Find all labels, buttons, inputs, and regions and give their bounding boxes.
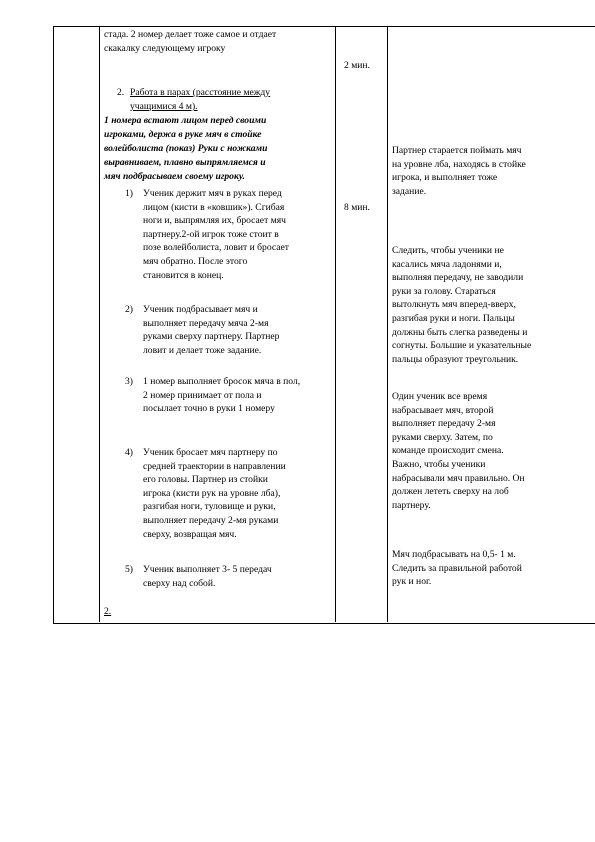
note-line: Важно, чтобы ученики — [392, 458, 486, 470]
item-line: мяч обратно. После этого — [143, 255, 248, 267]
item-line: сверху, возвращая мяч. — [143, 528, 237, 540]
note-line: задание. — [392, 185, 427, 197]
item-number: 2) — [125, 304, 133, 315]
section-title-line: учащимися 4 м). — [130, 101, 198, 112]
note-block — [392, 144, 526, 198]
intro-line: стада. 2 номер делает тоже самое и отдает — [104, 29, 277, 40]
time-2-min: 2 мин. — [344, 60, 370, 71]
item-number: 1) — [125, 188, 133, 199]
time-8-min: 8 мин. — [344, 202, 370, 213]
note-line: Следить за правильной работой — [392, 562, 522, 574]
item-line: посылает точно в руки 1 номеру — [143, 403, 275, 415]
note-line: игрока, и выполняет тоже — [392, 172, 498, 184]
note-line: партнеру. — [392, 499, 431, 511]
item-line: Ученик подбрасывает мяч и — [143, 304, 258, 315]
list-item — [143, 187, 289, 282]
list-item — [143, 563, 272, 590]
note-line: рук и ног. — [392, 576, 432, 588]
item-line: партнеру.2-ой игрок тоже стоит в — [143, 228, 279, 240]
note-line: должен лететь сверху на лоб — [392, 486, 509, 498]
section-desc-line: мяч подбрасываем своему игроку. — [104, 171, 245, 182]
item-line: игрока (кисти рук на уровне лба), — [143, 487, 281, 499]
note-block — [392, 548, 522, 589]
footer-section-number: 2. — [104, 606, 112, 617]
item-line: выполняет передачу 2-мя руками — [143, 514, 279, 526]
note-line: команде происходит смена. — [392, 445, 504, 457]
section-number: 2. — [117, 87, 125, 98]
item-line: выполняет передачу мяча 2-мя — [143, 317, 269, 329]
note-line: согнуты. Большие и указательные — [392, 340, 532, 352]
note-line: касались мяча ладонями и, — [392, 258, 502, 270]
item-line: Ученик держит мяч в руках перед — [143, 188, 282, 199]
item-line: средней траектории в направлении — [143, 460, 286, 472]
item-line: лицом (кисти в «ковшик»). Сгибая — [143, 201, 285, 213]
note-line: вытолкнуть мяч вперед-вверх, — [392, 299, 516, 311]
note-line: руки за голову. Стараться — [392, 285, 496, 297]
note-line: пальцы образуют треугольник. — [392, 353, 519, 365]
list-item — [143, 446, 286, 541]
note-line: на уровне лба, находясь в стойке — [392, 158, 526, 170]
note-line: Мяч подбрасывать на 0,5- 1 м. — [392, 549, 516, 560]
item-line: сверху над собой. — [143, 577, 216, 589]
item-line: ловит и делает тоже задание. — [143, 344, 262, 356]
note-line: должны быть слегка разведены и — [392, 326, 528, 338]
section-desc-line: волейболиста (показ) Руки с ножками — [104, 143, 268, 154]
note-line: Следить, чтобы ученики не — [392, 245, 504, 256]
column-divider — [387, 26, 388, 622]
section-desc-line: игроками, держа в руке мяч в стойке — [104, 129, 262, 140]
item-line: Ученик бросает мяч партнеру по — [143, 447, 278, 458]
list-item — [143, 303, 279, 357]
list-item — [143, 375, 300, 416]
note-line: Партнер старается поймать мяч — [392, 145, 522, 156]
item-line: разгибая ноги, туловище и руки, — [143, 501, 276, 513]
note-line: выполняя передачу, не заводили — [392, 272, 524, 284]
note-line: набрасывали мяч правильно. Он — [392, 472, 525, 484]
section-title-line: Работа в парах (расстояние между — [130, 87, 271, 98]
item-number: 3) — [125, 376, 133, 387]
note-line: руками сверху. Затем, по — [392, 431, 493, 443]
item-line: его головы. Партнер из стойки — [143, 474, 268, 486]
item-line: позе волейболиста, ловит и бросает — [143, 242, 289, 254]
column-divider — [335, 26, 336, 622]
item-line: Ученик выполняет 3- 5 передач — [143, 564, 272, 575]
column-divider — [99, 26, 100, 622]
note-line: Один ученик все время — [392, 391, 488, 402]
note-line: разгибая руки и ноги. Пальцы — [392, 312, 515, 324]
item-number: 5) — [125, 564, 133, 575]
item-number: 4) — [125, 447, 133, 458]
item-line: 1 номер выполняет бросок мяча в пол, — [143, 376, 301, 387]
item-line: руками сверху партнеру. Партнер — [143, 331, 280, 343]
intro-line: скакалку следующему игроку — [104, 43, 226, 54]
note-block — [392, 390, 525, 512]
item-line: становится в конец. — [143, 269, 224, 281]
note-block — [392, 244, 531, 366]
item-line: ноги и, выпрямляя их, бросает мяч — [143, 215, 286, 227]
note-line: набрасывает мяч, второй — [392, 404, 494, 416]
section-desc-line: 1 номера встают лицом перед своими — [104, 115, 267, 126]
note-line: выполняет передачу 2-мя — [392, 418, 496, 430]
item-line: 2 номер принимает от пола и — [143, 389, 262, 401]
section-desc-line: выравниваем, плавно выпрямляемся и — [104, 157, 266, 168]
